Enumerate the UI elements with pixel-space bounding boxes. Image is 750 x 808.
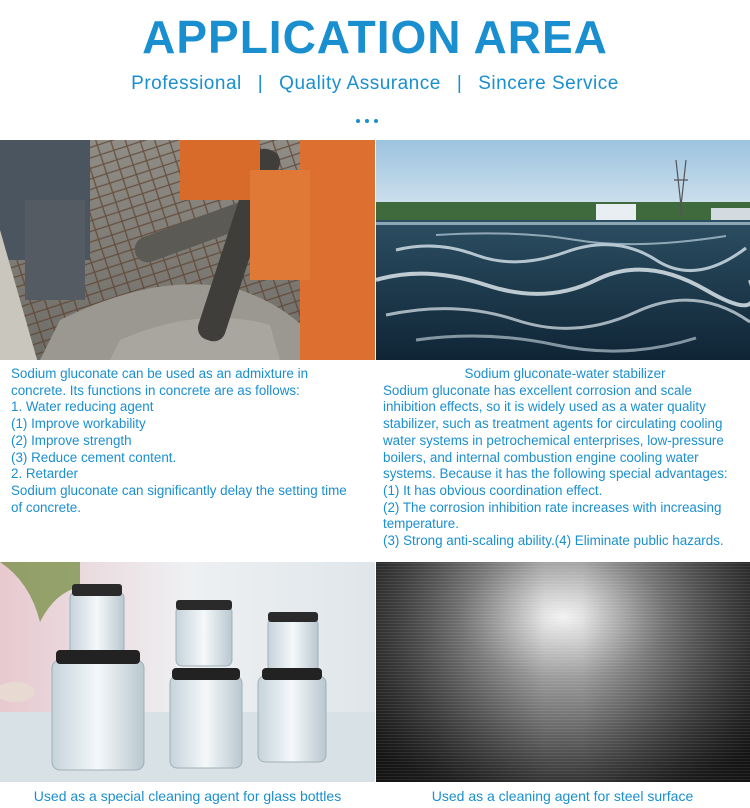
glass-jars-photo [0,562,375,782]
page-title: APPLICATION AREA [142,11,608,63]
concrete-line: 1. Water reducing agent [11,399,154,415]
concrete-line: (3) Reduce cement content. [11,449,177,465]
concrete-line: Sodium gluconate can significantly delay the setting time [11,482,347,498]
steel-surface-caption: Used as a cleaning agent for steel surface [431,788,694,804]
water-line: (2) The corrosion inhibition rate increases with increasing [383,499,722,515]
tagline-quality: Quality Assurance [279,73,441,94]
concrete-line: of concrete. [11,499,81,515]
water-line: inhibition effects, so it is widely used as a water quality [383,399,706,415]
water-line: temperature. [383,516,459,532]
water-line: water systems in petrochemical enterprises, low-pressure [383,432,724,448]
concrete-description [11,366,371,516]
concrete-line: (1) Improve workability [11,416,146,432]
concrete-line: concrete. Its functions in concrete are as follows: [11,382,300,398]
water-line: stabilizer, such as treatment agents for circulating cooling [383,416,723,432]
tagline [0,71,750,97]
tagline-professional: Professional [131,73,242,94]
water-line: boilers, and internal combustion engine cooling water [383,449,699,465]
glass-bottles-caption: Used as a special cleaning agent for glass bottles [33,788,342,804]
concrete-line: (2) Improve strength [11,432,132,448]
water-line: (3) Strong anti-scaling ability.(4) Eliminate public hazards. [383,533,724,549]
tagline-service: Sincere Service [478,73,619,94]
water-stabilizer-heading: Sodium gluconate-water stabilizer [464,366,666,381]
concrete-line: 2. Retarder [11,466,78,482]
tagline-separator: | [456,73,463,94]
concrete-pouring-photo [0,140,375,360]
water-treatment-pool-photo [376,140,750,360]
water-line: systems. Because it has the following special advantages: [383,466,728,482]
dots-divider [356,119,396,129]
tagline-separator: | [257,73,264,94]
water-line: Sodium gluconate has excellent corrosion and scale [383,382,692,398]
water-stabilizer-description [383,366,747,550]
brushed-steel-photo [376,562,750,782]
water-line: (1) It has obvious coordination effect. [383,482,603,498]
concrete-line: Sodium gluconate can be used as an admixture in [11,366,309,381]
